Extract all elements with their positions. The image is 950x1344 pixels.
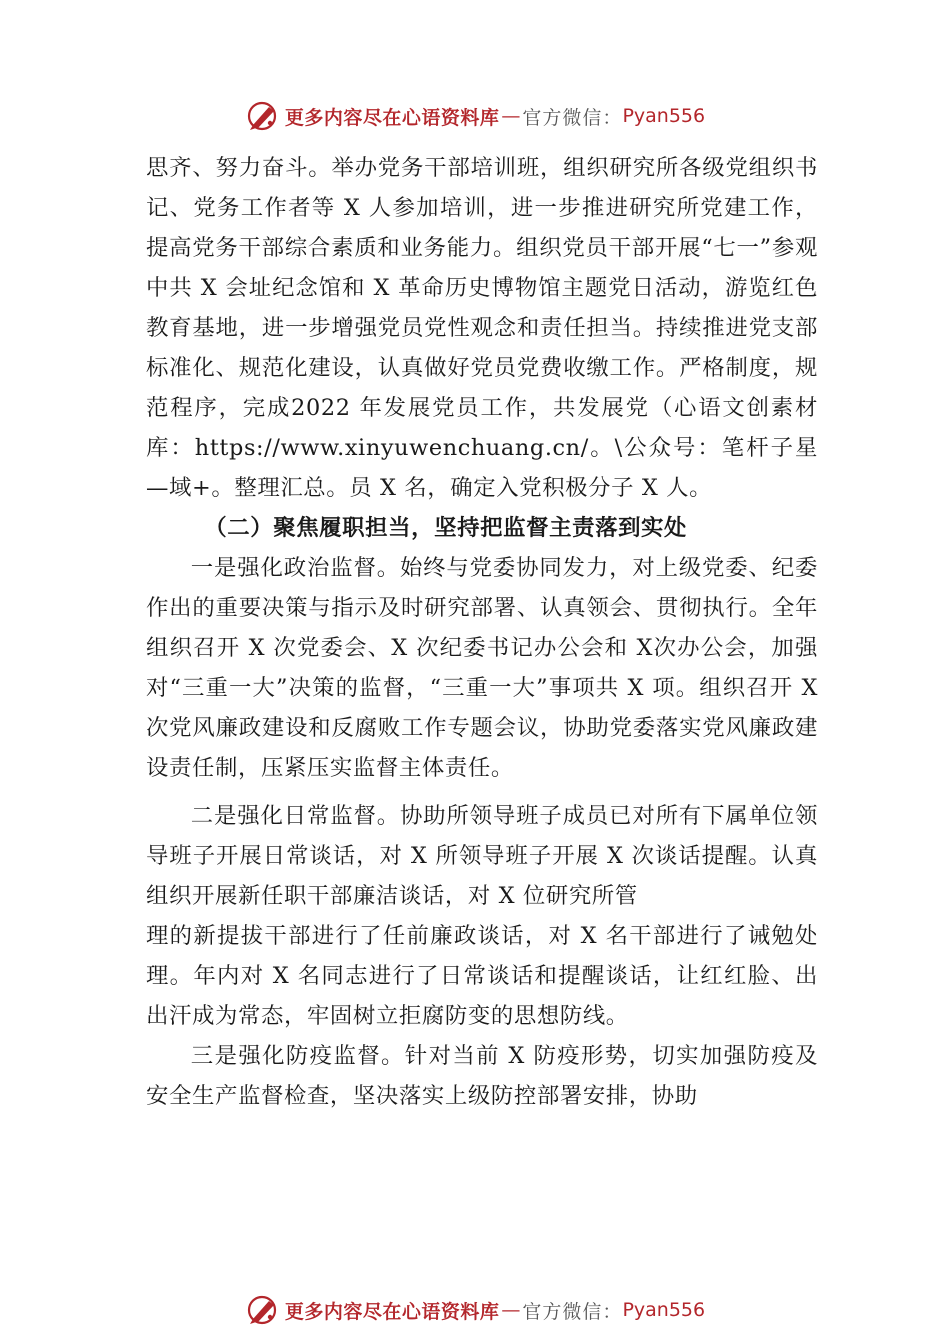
watermark-wechat-id: Pyan556 [622,1299,706,1321]
section-heading: （二）聚焦履职担当，坚持把监督主责落到实处 [204,515,688,541]
watermark-wechat-id: Pyan556 [622,105,706,127]
header-watermark [0,96,950,136]
paragraph-daily-supervision: 二是强化日常监督。协助所领导班子成员已对所有下属单位领导班子开展日常谈话，对 X 所领导班子开展 X 次谈话提醒。认真组织开展新任职干部廉洁谈话，对 X 位研究所管 [146,803,818,909]
paragraph-daily-supervision-cont: 理的新提拔干部进行了任前廉政谈话，对 X 名干部进行了诫勉处理。年内对 X 名同志进行了日常谈话和提醒谈话，让红红脸、出出汗成为常态，牢固树立拒腐防变的思想防线。 [146,923,818,1029]
paragraph-political-supervision: 一是强化政治监督。始终与党委协同发力，对上级党委、纪委作出的重要决策与指示及时研究部署、认真领会、贯彻执行。全年组织召开 X 次党委会、X 次纪委书记办公会和 X次办公会，加强对“三重一大”决策的监督，“三重一大”事项共 X 项。组织召开 X 次党风廉政建设和反腐败工作专题会议，协助党委落实党风廉政建设责任制，压紧压实监督主体责任。 [146,555,818,781]
watermark-dash: — [501,105,521,127]
watermark-site-name: 更多内容尽在心语资料库 [284,1300,500,1323]
watermark-wechat-label: 官方微信： [522,106,623,129]
pen-nib-logo-icon [245,99,281,133]
watermark-site-name: 更多内容尽在心语资料库 [284,106,500,129]
paragraph-party-building: 思齐、努力奋斗。举办党务干部培训班，组织研究所各级党组织书记、党务工作者等 X 人参加培训，进一步推进研究所党建工作，提高党务干部综合素质和业务能力。组织党员干部开展“七一”参观中共 X 会址纪念馆和 X 革命历史博物馆主题党日活动，游览红色教育基地，进一步增强党员党性观念和责任担当。持续推进党支部标准化、规范化建设，认真做好党员党费收缴工作。严格制度，规范程序，完成2022 年发展党员工作，共发展党（心语文创素材库：https://www.xinyuwenchuang.cn/。\公众号：笔杆子星—域+。整理汇总。员 X 名，确定入党积极分子 X 人。 [146,155,818,501]
watermark-wechat-label: 官方微信： [522,1300,623,1323]
watermark-dash: — [501,1299,521,1321]
footer-watermark [0,1290,950,1330]
pen-nib-logo-icon [245,1293,281,1327]
paragraph-epidemic-supervision: 三是强化防疫监督。针对当前 X 防疫形势，切实加强防疫及安全生产监督检查，坚决落实上级防控部署安排，协助 [146,1043,818,1109]
document-body [146,148,818,1116]
